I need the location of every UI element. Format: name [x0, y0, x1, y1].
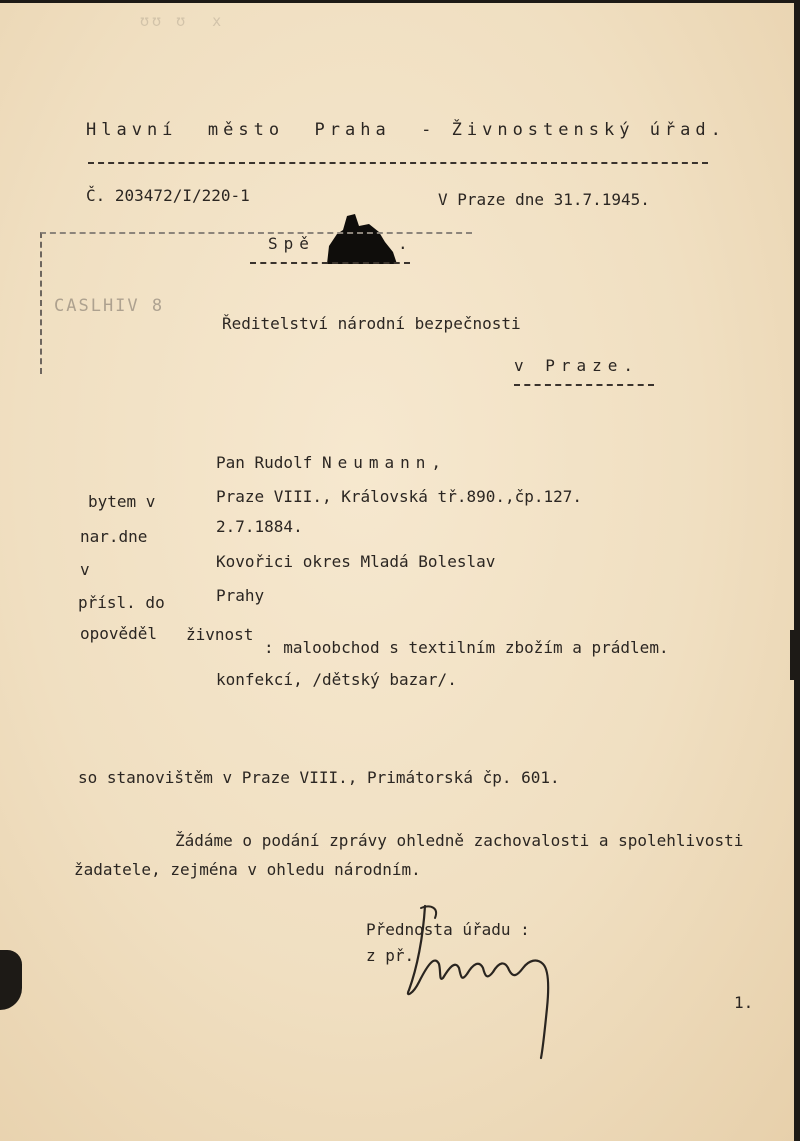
signature-title: Přednosta úřadu :	[366, 920, 530, 939]
scan-edge-left-tear	[0, 950, 22, 1010]
place-label: v	[80, 560, 90, 579]
location-line: so stanovištěm v Praze VIII., Primátorská čp. 601.	[78, 768, 560, 787]
born-value: 2.7.1884.	[216, 517, 303, 536]
trade-value-2: konfekcí, /dětský bazar/.	[216, 670, 457, 689]
belongs-value: Prahy	[216, 586, 265, 605]
handwritten-signature	[395, 898, 565, 1063]
stamp-text: CASLHIV 8	[54, 296, 165, 316]
trade-value: : maloobchod s textilním zbožím a prádlem.	[264, 638, 669, 657]
classification-label: Spě	[268, 234, 315, 253]
born-label: nar.dne	[80, 527, 148, 546]
bleed-through-text: ʊʊ ʊ x	[140, 12, 225, 30]
addressee-underline	[514, 384, 654, 386]
scan-edge-right-tear	[790, 630, 800, 680]
person-name: Pan Rudolf Neumann,	[216, 453, 442, 472]
classification-dot: .	[398, 234, 408, 253]
header-divider	[88, 162, 708, 164]
request-line-1: Žádáme o podání zprávy ohledně zachovalosti a spolehlivosti	[175, 831, 744, 850]
scan-edge-right	[794, 0, 800, 1141]
residence-label: bytem v	[88, 492, 156, 511]
scan-edge-top	[0, 0, 800, 3]
trade-label: opověděl	[80, 624, 158, 643]
reference-number: Č. 203472/I/220-1	[86, 186, 250, 205]
place-value: Kovořici okres Mladá Boleslav	[216, 552, 496, 571]
belongs-label: přísl. do	[78, 593, 165, 612]
addressee-line-1: Ředitelství národní bezpečnosti	[222, 314, 521, 333]
trade-word: živnost	[186, 625, 254, 644]
addressee-line-2: v Praze.	[514, 356, 640, 375]
page-number: 1.	[734, 993, 754, 1012]
office-header: Hlavní město Praha - Živnostenský úřad.	[86, 120, 726, 140]
residence-value: Praze VIII., Královská tř.890.,čp.127.	[216, 487, 583, 506]
request-line-2: žadatele, zejména v ohledu národním.	[74, 860, 421, 879]
signature-proxy: z př.	[366, 946, 415, 965]
document-date: V Praze dne 31.7.1945.	[438, 190, 650, 209]
